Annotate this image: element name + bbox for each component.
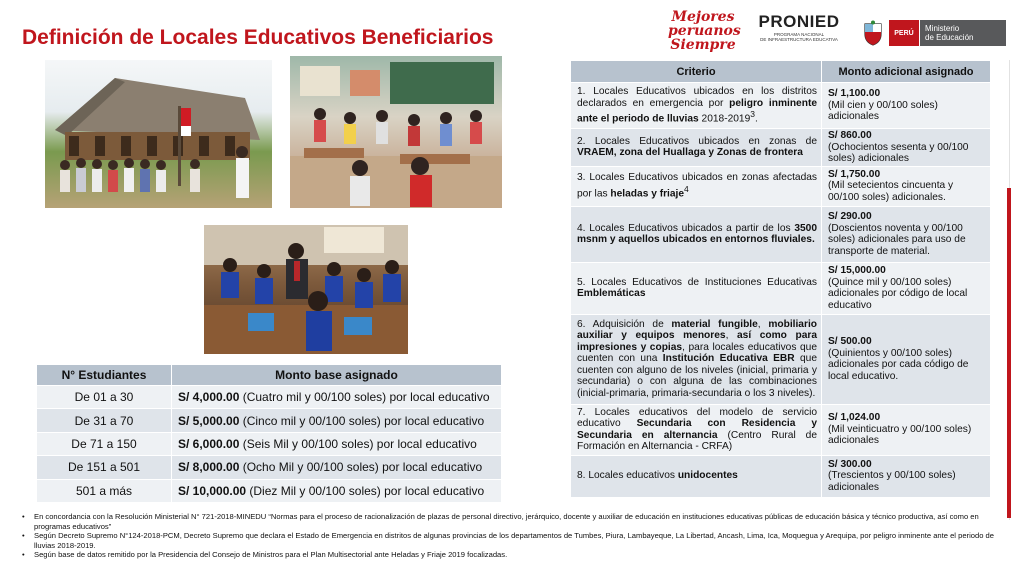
amount-value: S/ 1,100.00 bbox=[828, 88, 881, 100]
footnotes bbox=[22, 512, 997, 560]
amount-cell bbox=[822, 314, 991, 404]
criterion-cell: 8. Locales educativos unidocentes bbox=[571, 455, 822, 497]
amount-cell bbox=[822, 262, 991, 314]
table-row bbox=[571, 129, 991, 167]
table-row bbox=[571, 206, 991, 262]
footnote: • En concordancia con la Resolución Ministerial N° 721-2018-MINEDU “Normas para el proceso de racionalización de plazas de personal directivo, jerárquico, docente y auxiliar de educación en instituciones educativas públicas de educación básica y técnico productiva, así como en programas educativos” bbox=[22, 512, 979, 531]
criterion-header: Criterio bbox=[571, 61, 822, 83]
table-row: De 01 a 30 S/ 4,000.00 (Cuatro mil y 00/100 soles) por local educativo bbox=[37, 386, 502, 409]
amount-text: (Quince mil y 00/100 soles) adicionales por código de local educativo bbox=[828, 276, 968, 311]
pronied-logo bbox=[744, 12, 854, 50]
amount-text: (Doscientos noventa y 00/100 soles) adicionales para uso de transporte de material. bbox=[828, 222, 966, 257]
amount-cell bbox=[822, 83, 991, 129]
base-amount-header: Monto base asignado bbox=[172, 365, 502, 386]
table-row bbox=[571, 262, 991, 314]
pronied-subtitle-1: PROGRAMA NACIONAL bbox=[773, 32, 825, 37]
classroom-children-photo bbox=[290, 56, 502, 208]
amount-text: (Mil veinticuatro y 00/100 soles) adicionales bbox=[828, 423, 972, 447]
criterion-cell: 5. Locales Educativos de Instituciones Educativas Emblemáticas bbox=[571, 262, 822, 314]
students-header: N° Estudiantes bbox=[37, 365, 172, 386]
criterion-cell: 7. Locales educativos del modelo de servicio educativo Secundaria con Residencia y Secundaria en alternancia (Centro Rural de Formación en Alternancia - CRFA) bbox=[571, 404, 822, 455]
table-row: De 71 a 150 S/ 6,000.00 (Seis Mil y 00/100 soles) por local educativo bbox=[37, 432, 502, 455]
amount-value: S/ 290.00 bbox=[828, 211, 872, 222]
students-laptops-photo bbox=[204, 225, 408, 354]
pronied-name: PRONIED bbox=[758, 12, 840, 31]
table-row bbox=[571, 314, 991, 404]
pronied-subtitle-2: DE INFRAESTRUCTURA EDUCATIVA bbox=[760, 37, 838, 42]
amount-cell bbox=[822, 166, 991, 206]
school-building-photo bbox=[45, 60, 272, 208]
peru-label: PERÚ bbox=[889, 20, 919, 46]
footnote: • Según base de datos remitido por la Presidencia del Consejo de Ministros para el Plan Multisectorial ante Heladas y Friaje 2019 focalizadas. bbox=[22, 550, 508, 560]
amount-cell bbox=[822, 206, 991, 262]
amount-value: S/ 300.00 bbox=[828, 458, 872, 470]
ministerio-educacion-logo: Ministerio de Educación bbox=[920, 20, 1006, 46]
table-row bbox=[571, 166, 991, 206]
criterion-cell: 4. Locales Educativos ubicados a partir de los 3500 msnm y aquellos ubicados en entornos fluviales. bbox=[571, 206, 822, 262]
escudo-icon bbox=[862, 20, 884, 46]
amount-text: (Ochocientos sesenta y 00/100 soles) adicionales bbox=[828, 141, 969, 164]
amount-cell bbox=[822, 455, 991, 497]
table-row: De 31 a 70 S/ 5,000.00 (Cinco mil y 00/100 soles) por local educativo bbox=[37, 409, 502, 432]
criterion-cell: 3. Locales Educativos ubicados en zonas afectadas por las heladas y friaje$^4$ bbox=[571, 166, 822, 206]
additional-amount-header: Monto adicional asignado bbox=[822, 61, 991, 83]
amount-cell bbox=[822, 129, 991, 167]
amount-text: (Trescientos y 00/100 soles) adicionales bbox=[828, 470, 956, 493]
criterion-cell: 2. Locales Educativos ubicados en zonas de VRAEM, zona del Huallaga y Zonas de frontera bbox=[571, 129, 822, 167]
mejores-peruanos-logo: Mejores peruanos Siempre bbox=[668, 9, 741, 53]
table-row bbox=[571, 455, 991, 497]
table-row bbox=[571, 404, 991, 455]
table-row bbox=[571, 83, 991, 129]
criterion-cell: 6. Adquisición de material fungible, mobiliario auxiliar y equipos menores, así como para impresiones y copias, para locales educativos que cuenten con una Institución Educativa EBR que cuenten con alguno de los niveles (inicial, primaria y secundaria) o con alguna de las combinaciones (inicial-primaria, primaria-secundaria o los 3 niveles). bbox=[571, 314, 822, 404]
amount-value: S/ 15,000.00 bbox=[828, 265, 886, 276]
footnote: • Según Decreto Supremo N°124-2018-PCM, Decreto Supremo que declara el Estado de Emergencia en distritos de algunas provincias de los departamentos de Tumbes, Piura, Lambayeque, La Libertad, Ancash, Lima, Ica, Moquegua y Arequipa, por peligro inminente ante el periodo de lluvias 2018-2019. bbox=[22, 531, 994, 550]
table-row: 501 a más S/ 10,000.00 (Diez Mil y 00/100 soles) por local educativo bbox=[37, 479, 502, 502]
additional-amount-table bbox=[570, 60, 991, 498]
amount-text: (Quinientos y 00/100 soles) adicionales por cada código de local educativo. bbox=[828, 347, 969, 382]
right-accent-bar bbox=[1007, 188, 1011, 518]
base-amount-table bbox=[36, 364, 502, 503]
amount-text: (Mil setecientos cincuenta y 00/100 soles) adicionales. bbox=[828, 180, 954, 203]
page-title: Definición de Locales Educativos Beneficiarios bbox=[22, 26, 494, 49]
table-row: De 151 a 501 S/ 8,000.00 (Ocho Mil y 00/100 soles) por local educativo bbox=[37, 456, 502, 479]
amount-text: (Mil cien y 00/100 soles) adicionales bbox=[828, 99, 938, 123]
criterion-cell: 1. Locales Educativos ubicados en los distritos declarados en emergencia por peligro inminente ante el periodo de lluvias 2018-2019$^3$. bbox=[571, 83, 822, 129]
amount-value: S/ 500.00 bbox=[828, 336, 872, 347]
amount-value: S/ 1,024.00 bbox=[828, 412, 881, 424]
amount-value: S/ 1,750.00 bbox=[828, 168, 881, 180]
amount-value: S/ 860.00 bbox=[828, 130, 872, 141]
amount-cell bbox=[822, 404, 991, 455]
